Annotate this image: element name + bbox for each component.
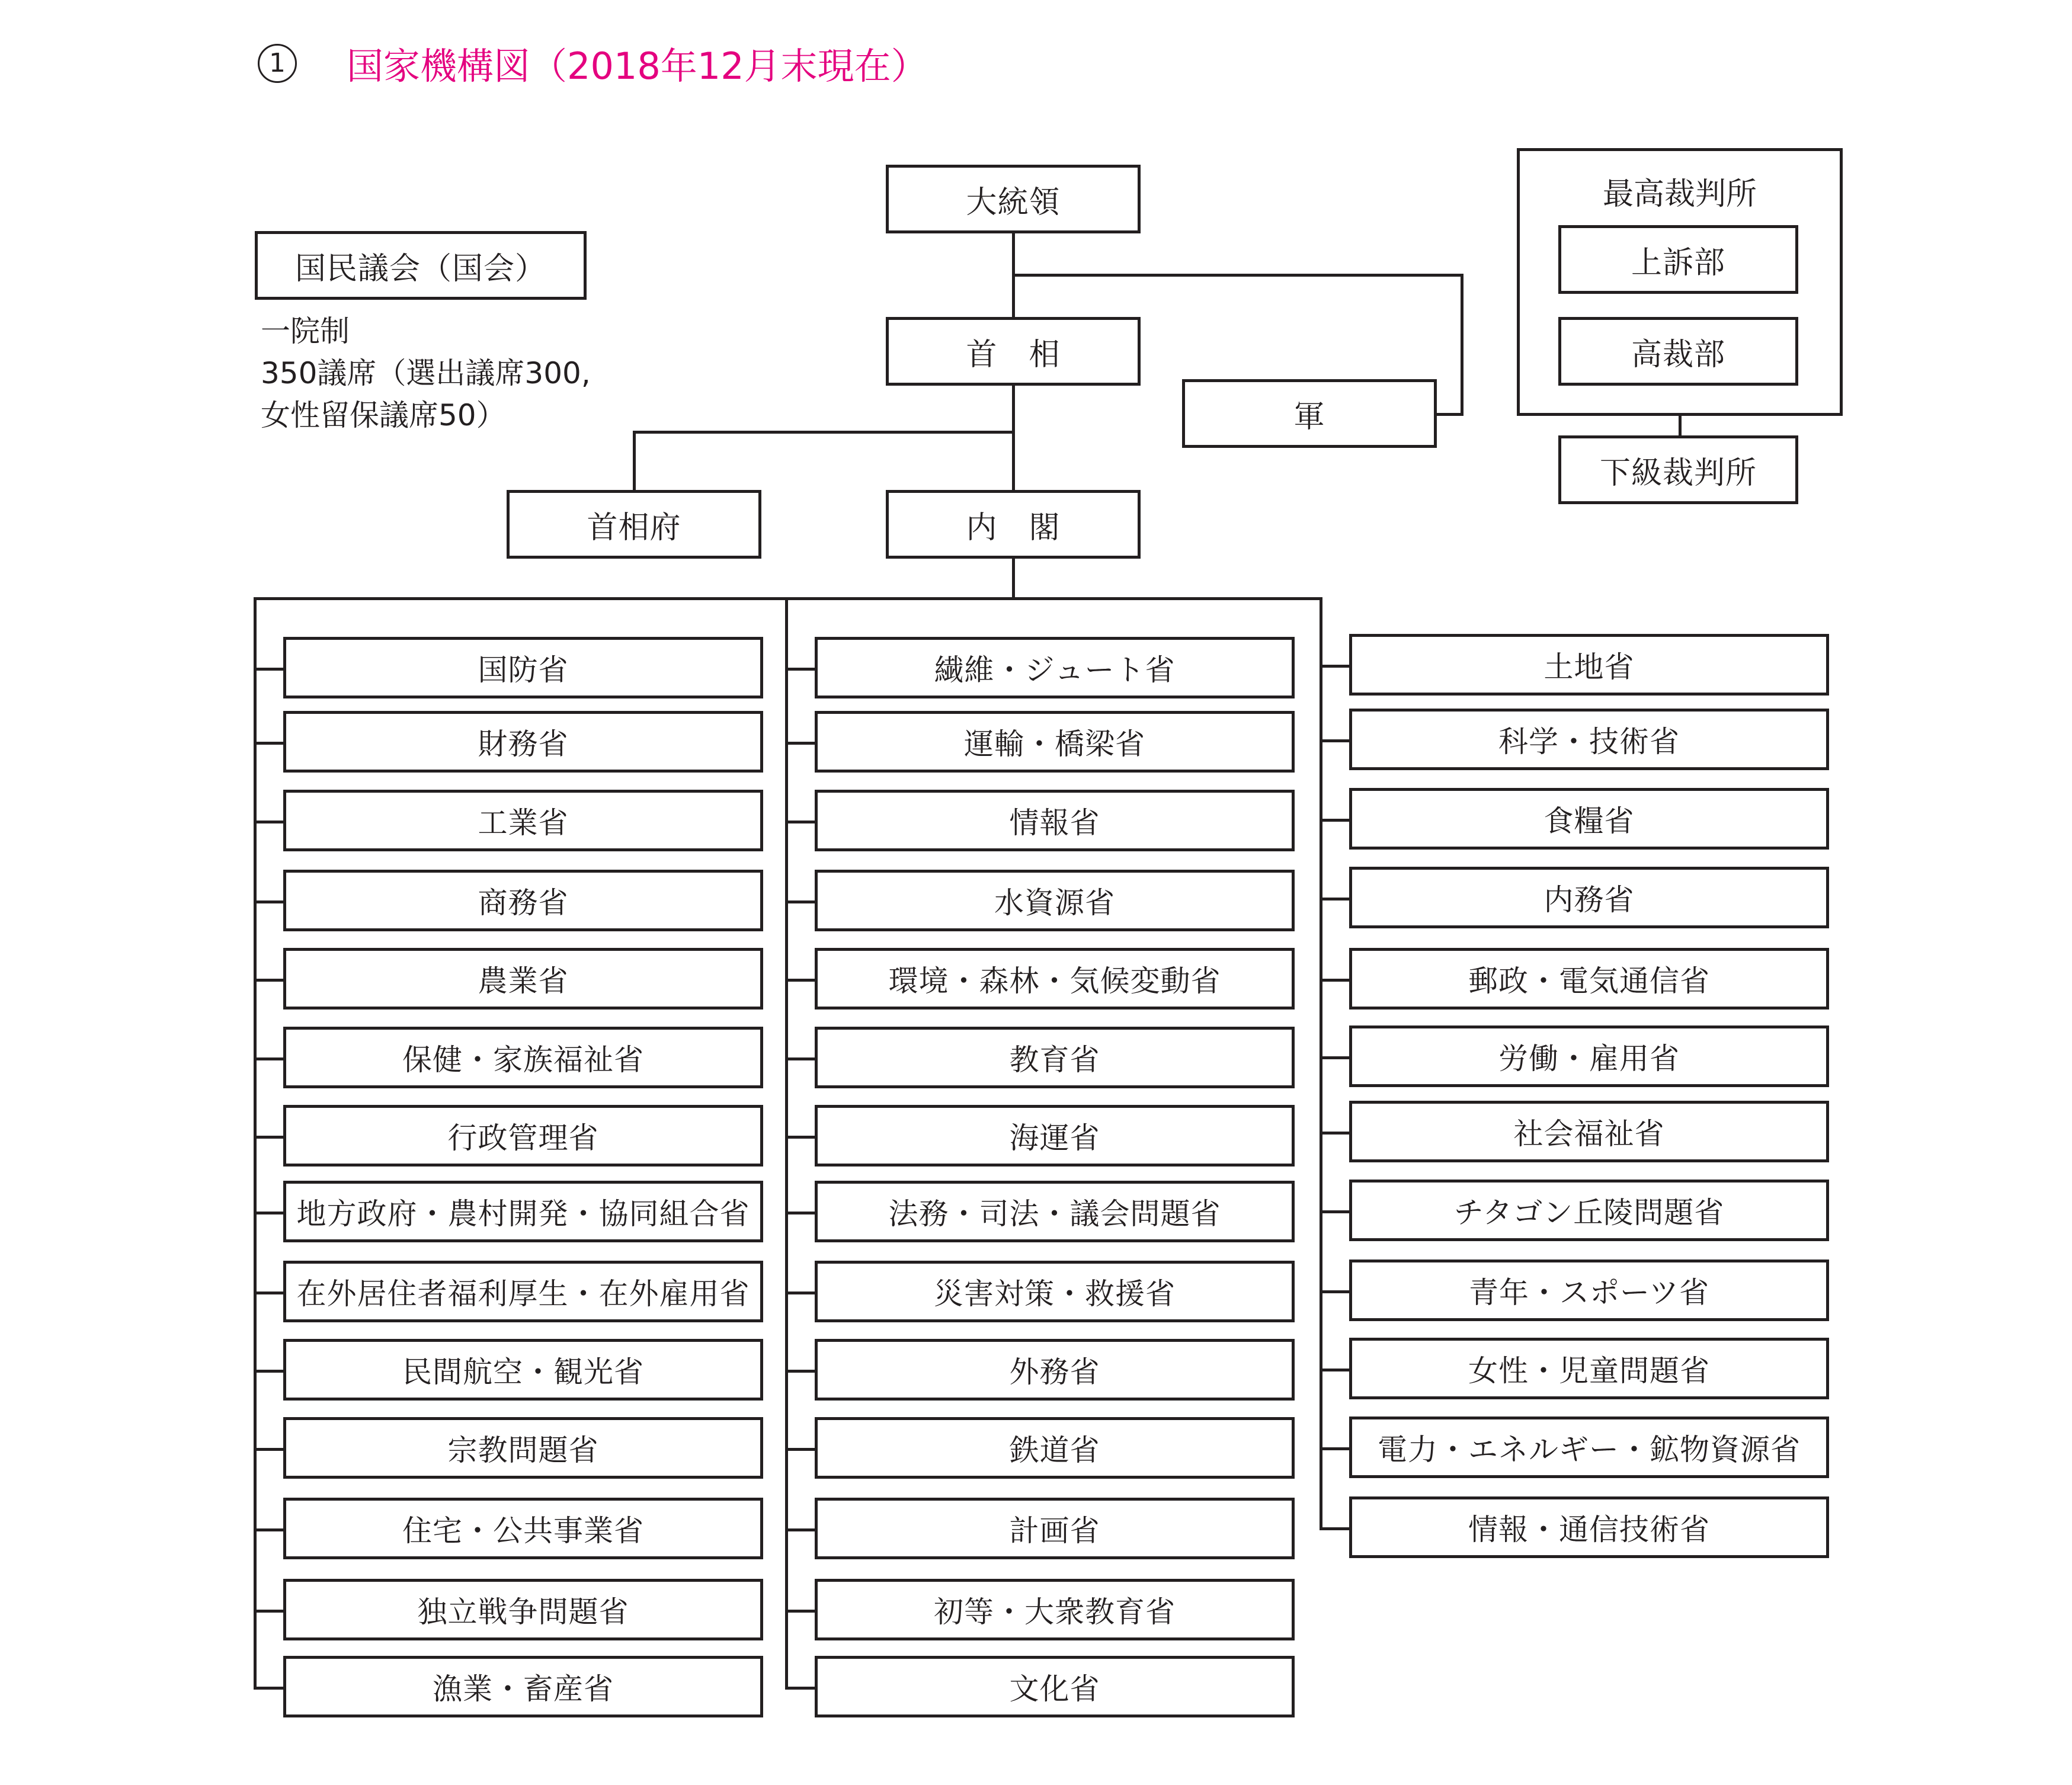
ministry-box: 住宅・公共事業省 <box>283 1498 763 1559</box>
ministry-box: 電力・エネルギー・鉱物資源省 <box>1349 1417 1829 1478</box>
connector <box>1012 386 1015 490</box>
pm-office-box: 首相府 <box>507 490 761 559</box>
connector <box>1320 1527 1349 1530</box>
connector <box>785 1370 815 1373</box>
high-court-division-box: 高裁部 <box>1558 317 1798 386</box>
connector <box>1012 274 1463 277</box>
connector <box>1679 416 1682 435</box>
connector <box>785 1136 815 1139</box>
connector <box>254 1057 283 1060</box>
section-number: 1 <box>258 44 297 83</box>
connector <box>1320 1132 1349 1135</box>
ministry-box: 国防省 <box>283 637 763 698</box>
connector <box>254 597 1322 600</box>
ministry-box: 民間航空・観光省 <box>283 1339 763 1401</box>
connector <box>1437 413 1463 416</box>
connector <box>1320 1210 1349 1213</box>
connector <box>785 1212 815 1214</box>
connector <box>1320 898 1349 900</box>
cabinet-box: 内 閣 <box>886 490 1141 559</box>
connector <box>1320 1290 1349 1293</box>
ministry-box: 外務省 <box>815 1339 1295 1401</box>
connector <box>1012 559 1015 600</box>
connector <box>785 1448 815 1451</box>
ministry-box: 海運省 <box>815 1105 1295 1167</box>
ministry-box: 漁業・畜産省 <box>283 1656 763 1717</box>
ministry-box: 独立戦争問題省 <box>283 1579 763 1640</box>
lower-courts-box: 下級裁判所 <box>1558 435 1798 504</box>
appellate-division-box: 上訴部 <box>1558 225 1798 294</box>
ministry-box: 文化省 <box>815 1656 1295 1717</box>
ministry-box: 環境・森林・気候変動省 <box>815 948 1295 1010</box>
ministry-box: 食糧省 <box>1349 788 1829 850</box>
ministry-box: 情報・通信技術省 <box>1349 1496 1829 1558</box>
connector <box>1320 1447 1349 1450</box>
connector <box>785 1610 815 1613</box>
connector <box>785 1057 815 1060</box>
connector <box>1320 597 1322 1527</box>
connector <box>254 1370 283 1373</box>
ministry-box: 繊維・ジュート省 <box>815 637 1295 698</box>
ministry-box: 計画省 <box>815 1498 1295 1559</box>
connector <box>254 1610 283 1613</box>
ministry-box: 工業省 <box>283 790 763 851</box>
ministry-box: 教育省 <box>815 1027 1295 1088</box>
connector <box>785 597 788 1688</box>
ministry-box: 女性・児童問題省 <box>1349 1338 1829 1399</box>
connector <box>785 900 815 903</box>
parliament-note: 350議席（選出議席300, <box>261 356 591 390</box>
ministry-box: 運輸・橋梁省 <box>815 711 1295 773</box>
president-box: 大統領 <box>886 165 1141 233</box>
ministry-box: 在外居住者福利厚生・在外雇用省 <box>283 1261 763 1322</box>
connector <box>254 742 283 745</box>
ministry-box: 財務省 <box>283 711 763 773</box>
connector <box>1320 739 1349 742</box>
connector <box>254 1292 283 1294</box>
ministry-box: 青年・スポーツ省 <box>1349 1260 1829 1321</box>
connector <box>1320 665 1349 668</box>
military-box: 軍 <box>1182 379 1437 448</box>
connector <box>254 1448 283 1451</box>
connector <box>254 1687 283 1690</box>
ministry-box: 科学・技術省 <box>1349 709 1829 770</box>
ministry-box: 土地省 <box>1349 634 1829 696</box>
connector <box>633 431 1015 434</box>
connector <box>785 668 815 671</box>
ministry-box: 地方政府・農村開発・協同組合省 <box>283 1181 763 1242</box>
connector <box>1320 819 1349 822</box>
ministry-box: 宗教問題省 <box>283 1417 763 1479</box>
connector <box>785 821 815 823</box>
chart-title-text: 国家機構図（2018年12月末現在） <box>347 44 928 88</box>
connector <box>1320 1056 1349 1059</box>
ministry-box: 水資源省 <box>815 870 1295 931</box>
chart-title <box>258 37 928 89</box>
connector <box>254 1528 283 1531</box>
connector <box>785 979 815 982</box>
parliament-box: 国民議会（国会） <box>255 231 587 300</box>
ministry-box: 災害対策・救援省 <box>815 1261 1295 1322</box>
connector <box>785 1687 815 1690</box>
ministry-box: 商務省 <box>283 870 763 931</box>
connector <box>633 431 636 490</box>
connector <box>254 668 283 671</box>
connector <box>254 979 283 982</box>
connector <box>254 821 283 823</box>
prime-minister-box: 首 相 <box>886 317 1141 386</box>
connector <box>1320 1369 1349 1371</box>
connector <box>1320 979 1349 982</box>
connector <box>785 742 815 745</box>
ministry-box: 内務省 <box>1349 867 1829 928</box>
connector <box>254 1212 283 1214</box>
ministry-box: 労働・雇用省 <box>1349 1026 1829 1087</box>
connector <box>254 1136 283 1139</box>
ministry-box: 情報省 <box>815 790 1295 851</box>
ministry-box: 社会福祉省 <box>1349 1101 1829 1162</box>
parliament-notes <box>261 310 591 437</box>
parliament-note: 一院制 <box>261 314 350 348</box>
ministry-box: 農業省 <box>283 948 763 1010</box>
ministry-box: 鉄道省 <box>815 1417 1295 1479</box>
connector <box>785 1292 815 1294</box>
ministry-box: 保健・家族福祉省 <box>283 1027 763 1088</box>
ministry-box: 郵政・電気通信省 <box>1349 948 1829 1010</box>
connector <box>254 900 283 903</box>
ministry-box: チタゴン丘陵問題省 <box>1349 1180 1829 1241</box>
supreme-court-label: 最高裁判所 <box>1602 177 1757 212</box>
connector <box>254 597 257 1688</box>
ministry-box: 法務・司法・議会問題省 <box>815 1181 1295 1242</box>
parliament-note: 女性留保議席50） <box>261 398 506 432</box>
connector <box>785 1528 815 1531</box>
ministry-box: 行政管理省 <box>283 1105 763 1167</box>
ministry-box: 初等・大衆教育省 <box>815 1579 1295 1640</box>
connector <box>1461 274 1463 416</box>
